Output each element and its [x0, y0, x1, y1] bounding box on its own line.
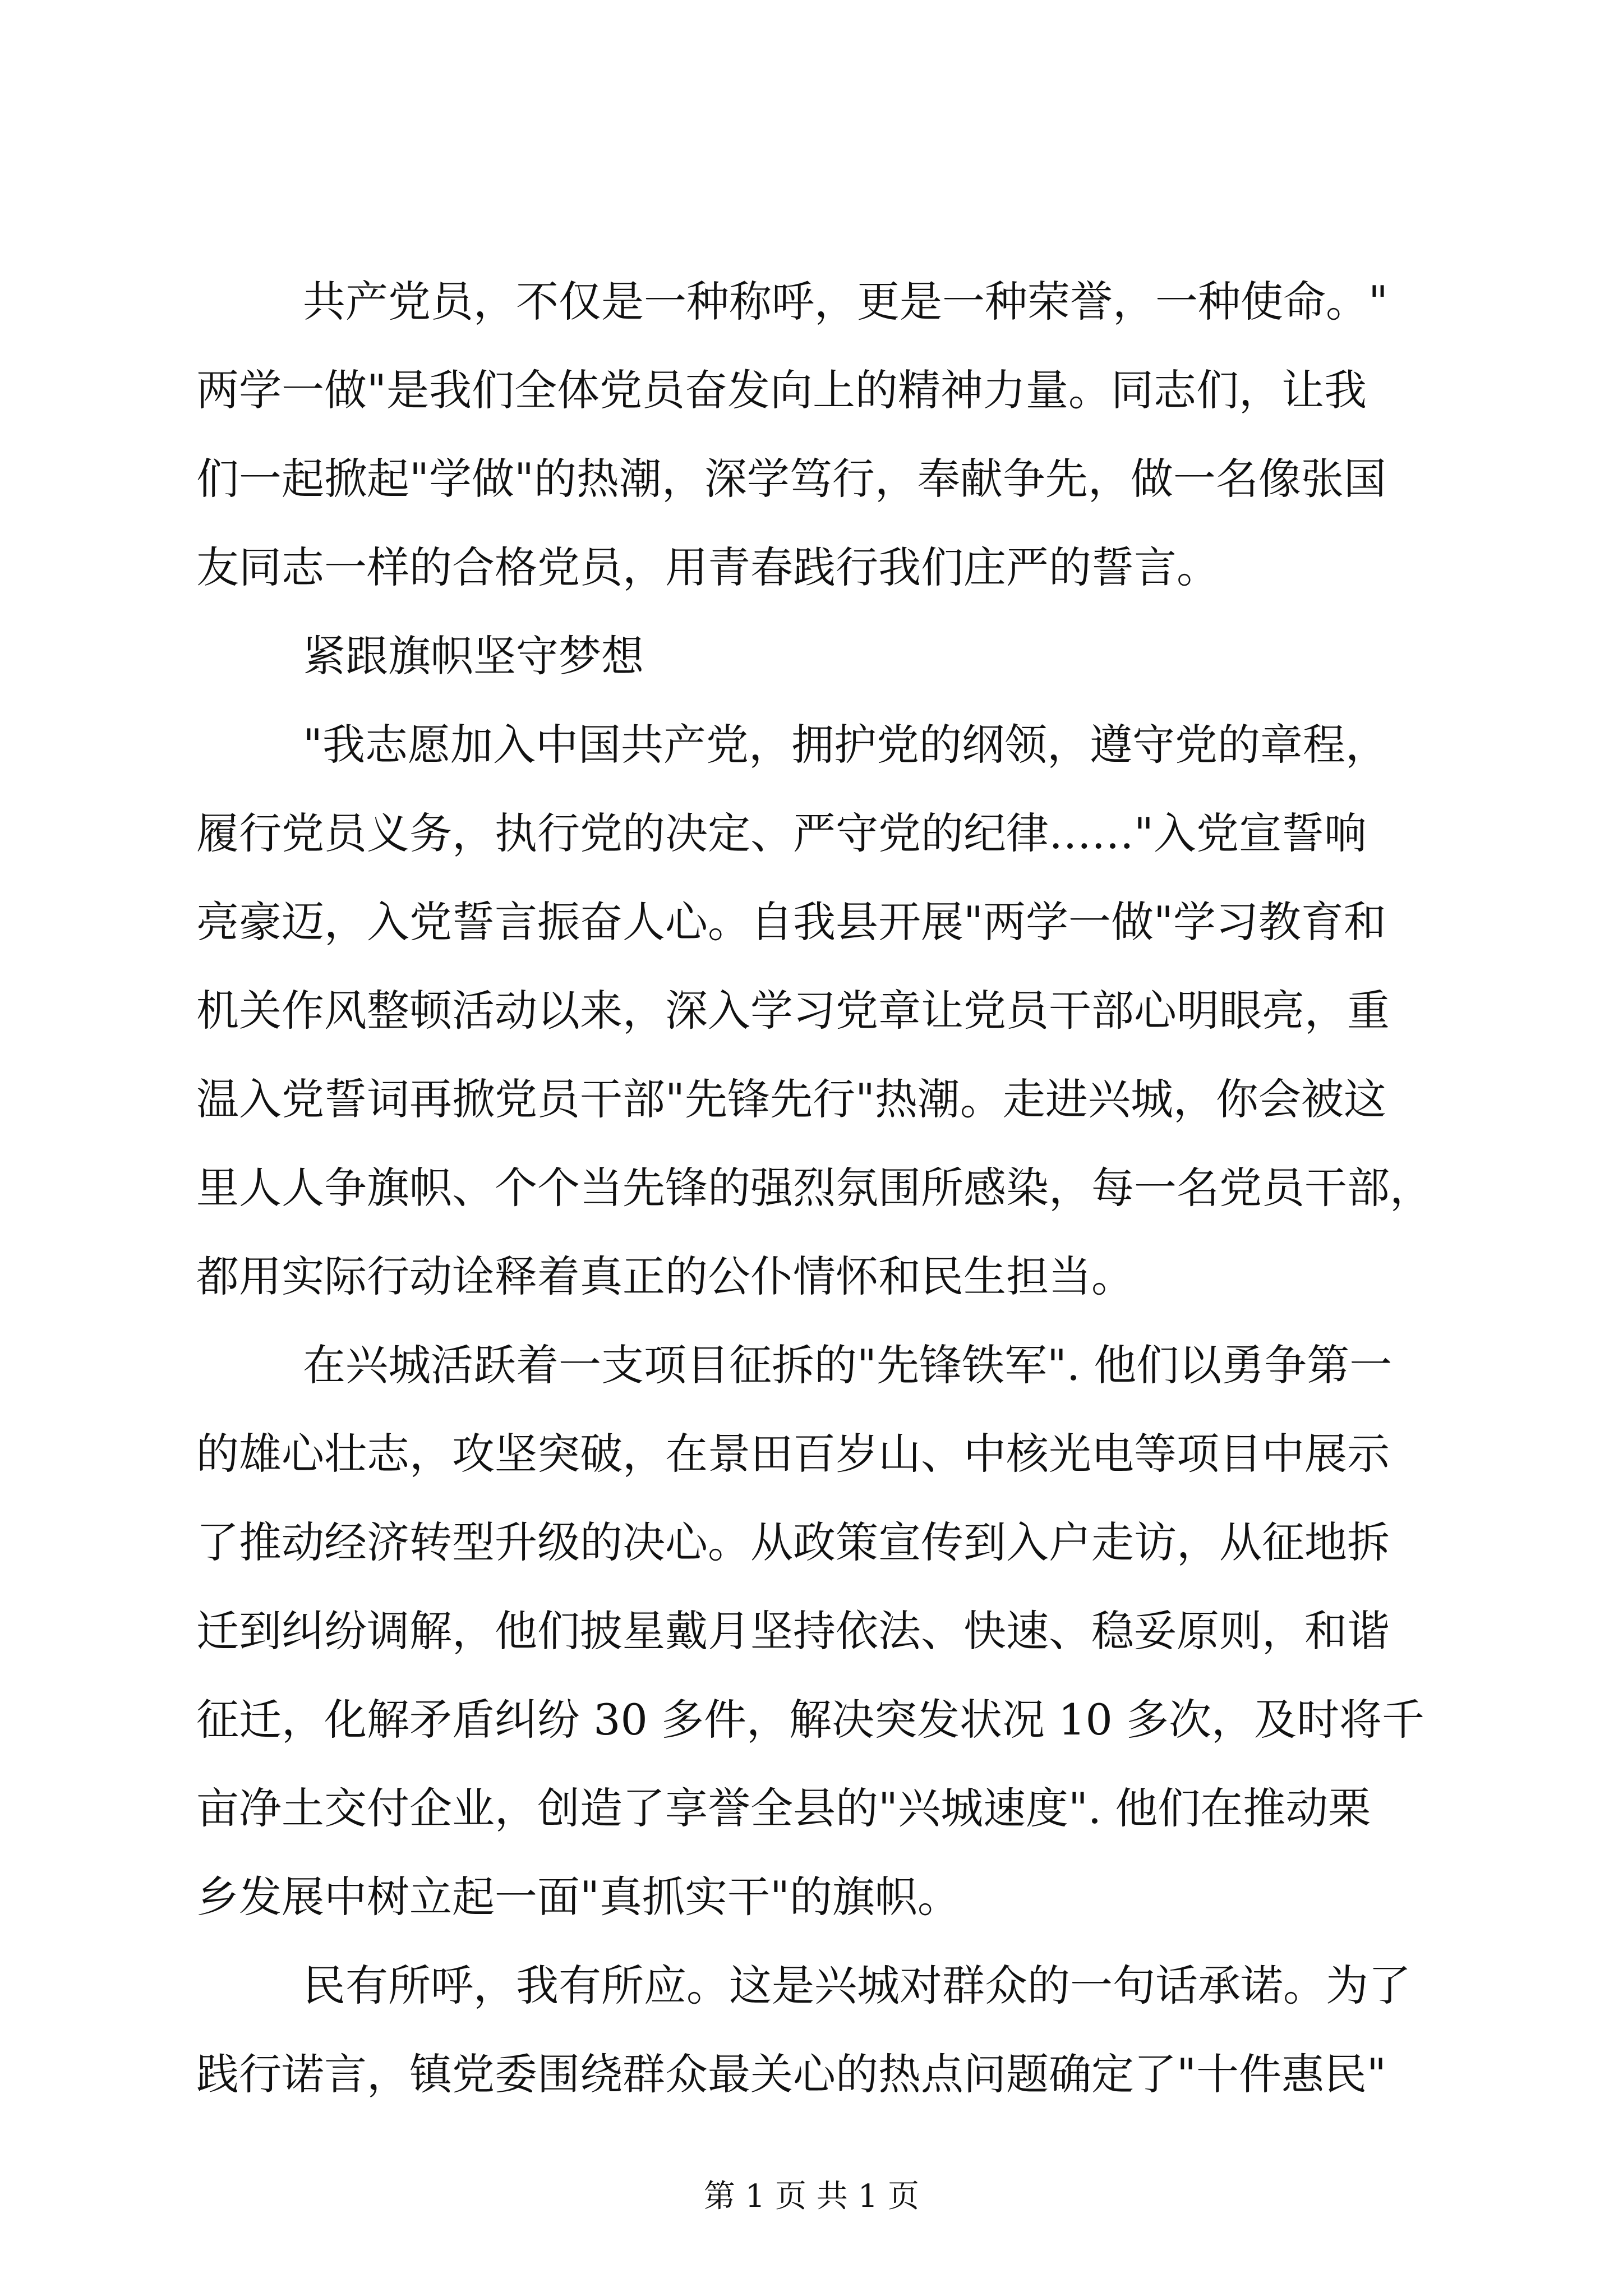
text-line: 们一起掀起"学做"的热潮，深学笃行，奉献争先，做一名像张国 — [196, 454, 1386, 504]
text-line: 迁到纠纷调解，他们披星戴月坚持依法、快速、稳妥原则，和谐 — [196, 1606, 1390, 1656]
text-line: 的雄心壮志，攻坚突破，在景田百岁山、中核光电等项目中展示 — [196, 1429, 1390, 1479]
text-line: 两学一做"是我们全体党员奋发向上的精神力量。同志们，让我 — [196, 365, 1367, 415]
text-line: 机关作风整顿活动以来，深入学习党章让党员干部心明眼亮，重 — [196, 986, 1390, 1036]
text-line: 都用实际行动诠释着真正的公仆情怀和民生担当。 — [196, 1251, 1134, 1301]
text-line: 亮豪迈，入党誓言振奋人心。自我县开展"两学一做"学习教育和 — [196, 897, 1386, 947]
text-line: 了推动经济转型升级的决心。从政策宣传到入户走访，从征地拆 — [196, 1517, 1390, 1567]
section-heading: 紧跟旗帜坚守梦想 — [303, 631, 644, 681]
text-line: 友同志一样的合格党员，用青春践行我们庄严的誓言。 — [196, 542, 1219, 592]
text-line: 共产党员，不仅是一种称呼，更是一种荣誉，一种使命。" — [303, 277, 1388, 326]
text-line: 里人人争旗帜、个个当先锋的强烈氛围所感染，每一名党员干部， — [196, 1163, 1432, 1213]
text-line: 征迁，化解矛盾纠纷 30 多件，解决突发状况 10 多次，及时将千 — [196, 1695, 1425, 1745]
text-line: 践行诺言，镇党委围绕群众最关心的热点问题确定了"十件惠民" — [196, 2049, 1386, 2099]
text-line: "我志愿加入中国共产党，拥护党的纲领，遵守党的章程， — [303, 720, 1388, 770]
text-line: 民有所呼，我有所应。这是兴城对群众的一句话承诺。为了 — [303, 1961, 1411, 2010]
text-line: 温入党誓词再掀党员干部"先锋先行"热潮。走进兴城，你会被这 — [196, 1074, 1386, 1124]
text-line: 履行党员义务，执行党的决定、严守党的纪律……"入党宣誓响 — [196, 808, 1367, 858]
text-line: 在兴城活跃着一支项目征拆的"先锋铁军". 他们以勇争第一 — [303, 1340, 1393, 1390]
text-line: 乡发展中树立起一面"真抓实干"的旗帜。 — [196, 1872, 960, 1922]
text-line: 亩净土交付企业，创造了享誉全县的"兴城速度". 他们在推动栗 — [196, 1783, 1371, 1833]
page-footer: 第 1 页 共 1 页 — [703, 2178, 920, 2215]
